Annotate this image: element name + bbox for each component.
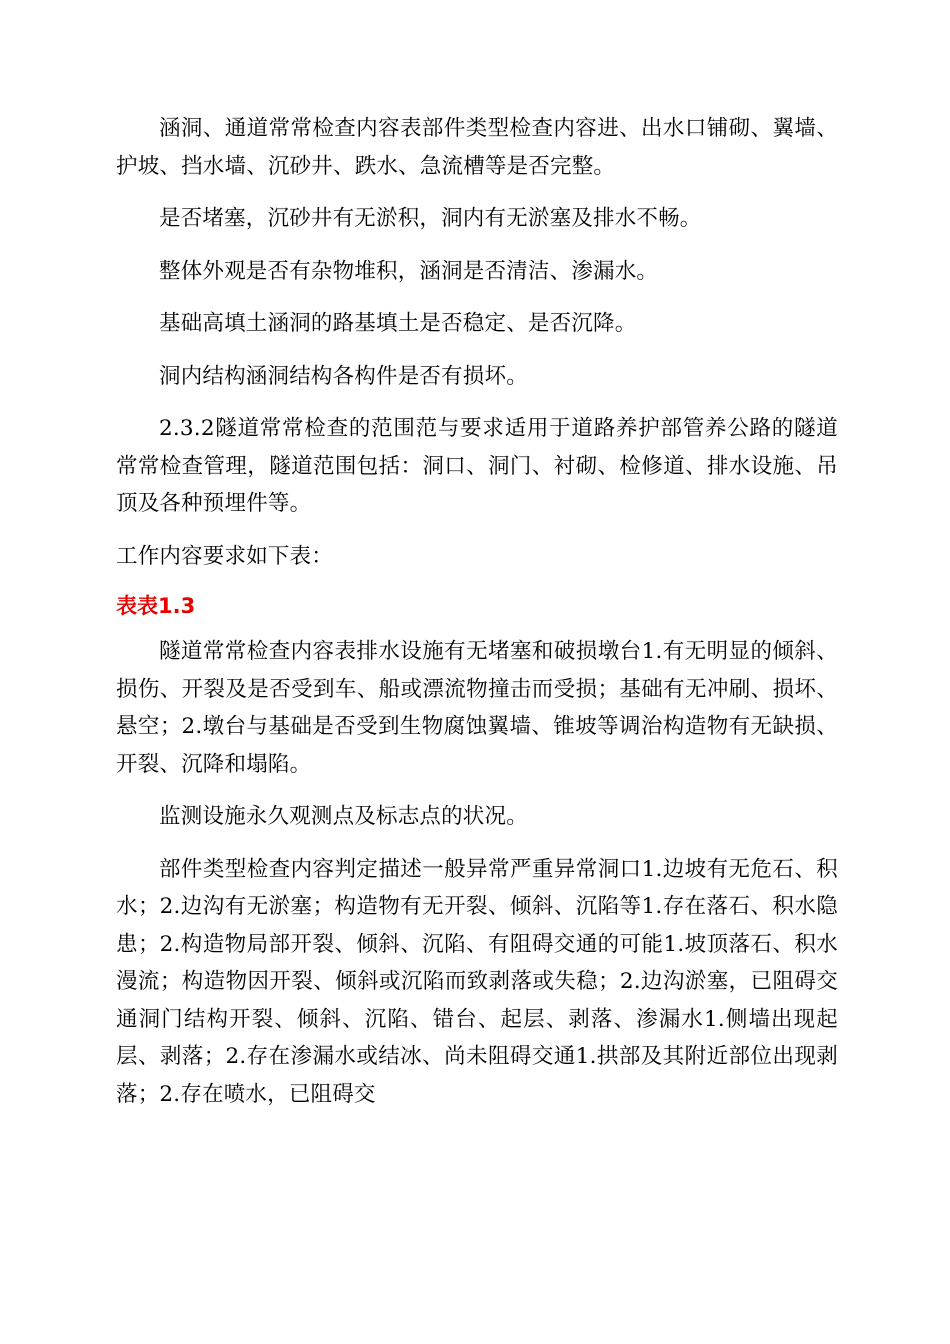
paragraph-work-content: 工作内容要求如下表： (116, 543, 334, 569)
document-page (116, 110, 838, 1113)
paragraph-monitoring: 监测设施永久观测点及标志点的状况。 (159, 804, 528, 829)
paragraph-tunnel-drainage: 隧道常常检查内容表排水设施有无堵塞和破损墩台1.有无明显的倾斜、损伤、开裂及是否受到车、船或漂流物撞击而受损；基础有无冲刷、损坏、悬空；2.墩台与基础是否受到生物腐蚀翼墙、锥坡等调治构造物有无缺损、开裂、沉降和塌陷。 (116, 639, 838, 777)
paragraph-foundation: 基础高填土涵洞的路基填土是否稳定、是否沉降。 (159, 311, 637, 336)
paragraph-blockage: 是否堵塞，沉砂井有无淤积，洞内有无淤塞及排水不畅。 (159, 206, 702, 231)
paragraph-culvert-inspection: 涵洞、通道常常检查内容表部件类型检查内容进、出水口铺砌、翼墙、护坡、挡水墙、沉砂井、跌水、急流槽等是否完整。 (116, 116, 838, 179)
paragraph-appearance: 整体外观是否有杂物堆积，涵洞是否清洁、渗漏水。 (159, 258, 659, 284)
paragraph-tunnel-scope: 2.3.2隧道常常检查的范围范与要求适用于道路养护部管养公路的隧道常常检查管理，隧道范围包括：洞口、洞门、衬砌、检修道、排水设施、吊顶及各种预埋件等。 (116, 416, 838, 516)
paragraph-structure: 洞内结构涵洞结构各构件是否有损坏。 (159, 363, 528, 389)
paragraph-component-types: 部件类型检查内容判定描述一般异常严重异常洞口1.边坡有无危石、积水；2.边沟有无淤塞；构造物有无开裂、倾斜、沉陷等1.存在落石、积水隐患；2.构造物局部开裂、倾斜、沉陷、有阻碍交通的可能1.坡顶落石、积水漫流；构造物因开裂、倾斜或沉陷而致剥落或失稳；2.边沟淤塞，已阻碍交通洞门结构开裂、倾斜、沉陷、错台、起层、剥落、渗漏水1.侧墙出现起层、剥落；2.存在渗漏水或结冰、尚未阻碍交通1.拱部及其附近部位出现剥落；2.存在喷水，已阻碍交 (116, 856, 838, 1107)
table-caption: 表表1.3 (116, 594, 196, 618)
